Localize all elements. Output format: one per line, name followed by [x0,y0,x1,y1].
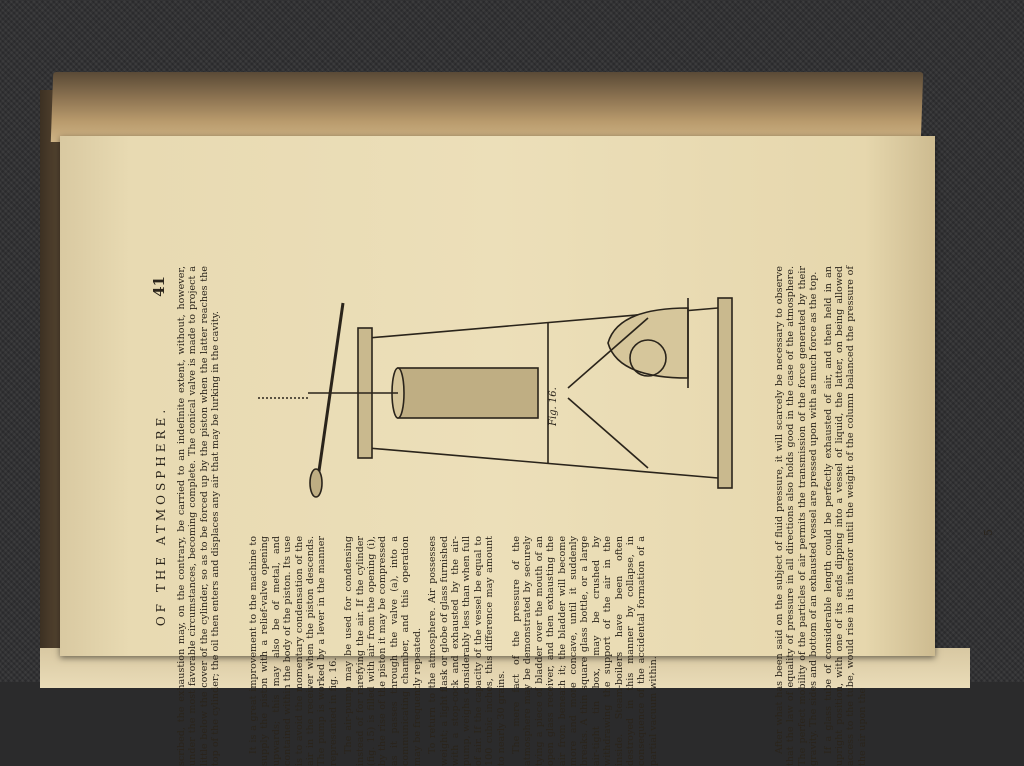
running-head: OF THE ATMOSPHERE. [154,405,168,627]
bottom-text [774,266,868,766]
page-number: 41 [150,276,168,297]
paragraph-5: The mere fact of the pressure of the atmosphere may be demonstrated by securely tying a piece of bladder over the mouth of an open glass receiver, and then exhausting the air from beneath it; the bladder will become more and more concave, until it suddenly breaks. A thin square glass bottle, or a large air-tight tin box, may be crushed by withdrawing the support of the air in the inside. Steam-boilers have been often destroyed in this manner by collapse, in consequence of the accidental formation of a partial vacuum within. [510,536,659,766]
stray-mark: 5 [982,529,995,536]
air-pump-figure [248,268,758,518]
air-pump-engraving [248,268,758,518]
paragraph-6: After what has been said on the subject of fluid pressure, it will scarcely be necessary to observe that the law of equality of pressure in all directions also holds good in the case of the atmosphere. The perfect mobility of the particles of air permits the transmission of the force generated by their gravity. The sides and bottom of an exhausted vessel are pressed upon with as much force as the top. [774,266,820,766]
paragraph-4: To return to the atmosphere. Air possesses weight; a light flask or globe of glass furnished with a stop-cock and exhausted by the air-pump, weighs considerably less than when full of air. If the capacity of the vessel be equal to 100 cubic inches, this difference may amount to nearly 30 grains. [427,536,507,766]
book-page-stack-edge [51,72,923,142]
paragraph-7: If a glass tube of considerable length could be perfectly exhausted of air, and then held in an upright position, with one of its ends dipping into a vessel of liquid, the latter, on being allowed access to the tube, would rise in its interior until the weight of the column balanced the pressure of the air upon the [822,266,868,766]
rotated-page-content [148,266,1008,766]
paragraph-3: The air-pump may be used for condensing instead of for rarefying the air. If the cylinder (fig. 15) is filled with air from the opening (i), by the rise of the piston it may be compressed as it passes through the valve (a), into a communicating chamber, and this operation may be frequently repeated. [343,536,423,766]
left-column [248,536,659,766]
book-page [60,136,995,766]
paragraph-1: scribed, the exhaustion may, on the contrary, be carried to an indefinite extent, without, however, under the most favorable circumstances, becoming complete. The conical valve is made to project a little below the cover of the cylinder, so as to be forced up by the piston when the latter reaches the top of the cylinder; the oil then enters and displaces any air that may be lurking in the cavity. [176,266,222,766]
paragraph-2: It is a great improvement to the machine to supply the piston with a relief-valve opening upwards; this may also be of metal, and contained within the body of the piston. Its use is to avoid the momentary condensation of the air in the receiver when the piston descends. The pump is worked by a lever in the manner represented in fig. 16. [248,536,339,766]
figure-caption: Fig. 16. [548,387,559,426]
